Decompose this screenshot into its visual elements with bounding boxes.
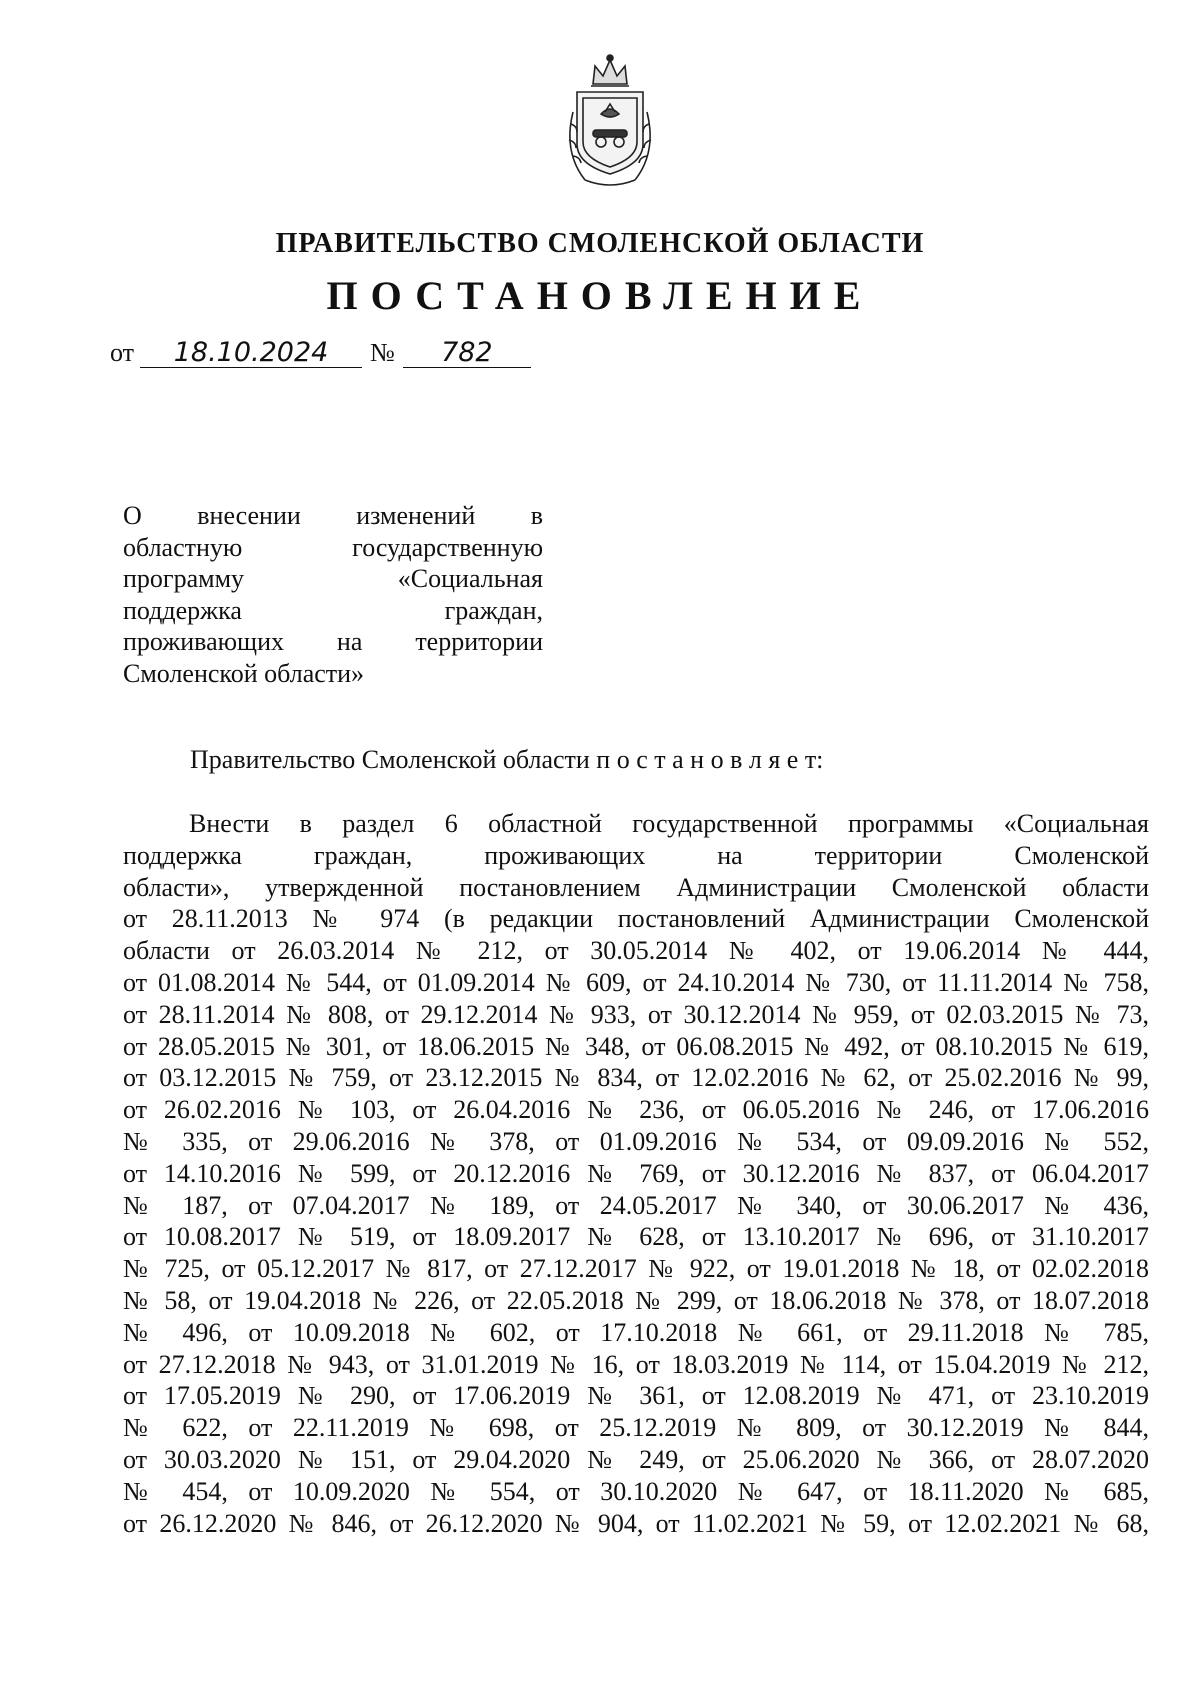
subject-line: программу «Социальная [123, 564, 543, 593]
body-line: № 187, от 07.04.2017 № 189, от 24.05.2017 № 340, от 30.06.2017 № 436, [123, 1190, 1149, 1220]
body-line: № 335, от 29.06.2016 № 378, от 01.09.2016 № 534, от 09.09.2016 № 552, [123, 1126, 1149, 1156]
subject-line: Смоленской области» [123, 658, 365, 688]
document-date: 18.10.2024 [140, 339, 362, 368]
body-line: от 28.11.2013 № 974 (в редакции постановлений Администрации Смоленской [123, 904, 1149, 934]
document-number: 782 [403, 339, 531, 368]
subject-line: проживающих на территории [123, 627, 543, 656]
body-line: от 28.11.2014 № 808, от 29.12.2014 № 933, от 30.12.2014 № 959, от 02.03.2015 № 73, [123, 999, 1149, 1029]
body-line: области», утвержденной постановлением Администрации Смоленской области [123, 872, 1149, 902]
date-prefix: от [110, 338, 135, 367]
body-line: № 725, от 05.12.2017 № 817, от 27.12.2017 № 922, от 19.01.2018 № 18, от 02.02.2018 [123, 1254, 1149, 1284]
body-line: от 01.08.2014 № 544, от 01.09.2014 № 609, от 24.10.2014 № 730, от 11.11.2014 № 758, [123, 967, 1149, 997]
body-line: от 26.02.2016 № 103, от 26.04.2016 № 236, от 06.05.2016 № 246, от 17.06.2016 [123, 1095, 1149, 1125]
subject-line: О внесении изменений в [123, 501, 543, 530]
coat-of-arms-icon [555, 52, 665, 192]
subject-line: поддержка граждан, [123, 595, 543, 625]
number-label: № [370, 338, 395, 367]
body-line: поддержка граждан, проживающих на территории Смоленской [123, 840, 1149, 870]
document-type: ПОСТАНОВЛЕНИЕ [326, 273, 874, 318]
body-line: Внести в раздел 6 областной государственной программы «Социальная [189, 809, 1149, 838]
body-line: от 17.05.2019 № 290, от 17.06.2019 № 361, от 12.08.2019 № 471, от 23.10.2019 [123, 1381, 1149, 1411]
body-line: от 14.10.2016 № 599, от 20.12.2016 № 769, от 30.12.2016 № 837, от 06.04.2017 [123, 1158, 1149, 1188]
body-line: от 10.08.2017 № 519, от 18.09.2017 № 628, от 13.10.2017 № 696, от 31.10.2017 [123, 1222, 1149, 1252]
body-line: области от 26.03.2014 № 212, от 30.05.2014 № 402, от 19.06.2014 № 444, [123, 936, 1149, 966]
body-line: № 496, от 10.09.2018 № 602, от 17.10.2018 № 661, от 29.11.2018 № 785, [123, 1317, 1149, 1347]
subject-line: областную государственную [123, 532, 543, 562]
body-line: от 28.05.2015 № 301, от 18.06.2015 № 348, от 06.08.2015 № 492, от 08.10.2015 № 619, [123, 1031, 1149, 1061]
registration-line [110, 338, 531, 368]
body-line: от 26.12.2020 № 846, от 26.12.2020 № 904, от 11.02.2021 № 59, от 12.02.2021 № 68, [123, 1508, 1149, 1538]
decree-statement: Правительство Смоленской области п о с т а н о в л я е т: [190, 745, 824, 774]
body-line: от 27.12.2018 № 943, от 31.01.2019 № 16, от 18.03.2019 № 114, от 15.04.2019 № 212, [123, 1349, 1149, 1379]
body-line: № 622, от 22.11.2019 № 698, от 25.12.2019 № 809, от 30.12.2019 № 844, [123, 1413, 1149, 1443]
document-subject [123, 500, 543, 689]
body-line: от 30.03.2020 № 151, от 29.04.2020 № 249, от 25.06.2020 № 366, от 28.07.2020 [123, 1444, 1149, 1474]
body-text [123, 808, 1149, 1539]
body-line: № 58, от 19.04.2018 № 226, от 22.05.2018 № 299, от 18.06.2018 № 378, от 18.07.2018 [123, 1285, 1149, 1315]
body-line: № 454, от 10.09.2020 № 554, от 30.10.2020 № 647, от 18.11.2020 № 685, [123, 1476, 1149, 1506]
body-line: от 03.12.2015 № 759, от 23.12.2015 № 834, от 12.02.2016 № 62, от 25.02.2016 № 99, [123, 1063, 1149, 1093]
organization-title: ПРАВИТЕЛЬСТВО СМОЛЕНСКОЙ ОБЛАСТИ [275, 228, 925, 259]
